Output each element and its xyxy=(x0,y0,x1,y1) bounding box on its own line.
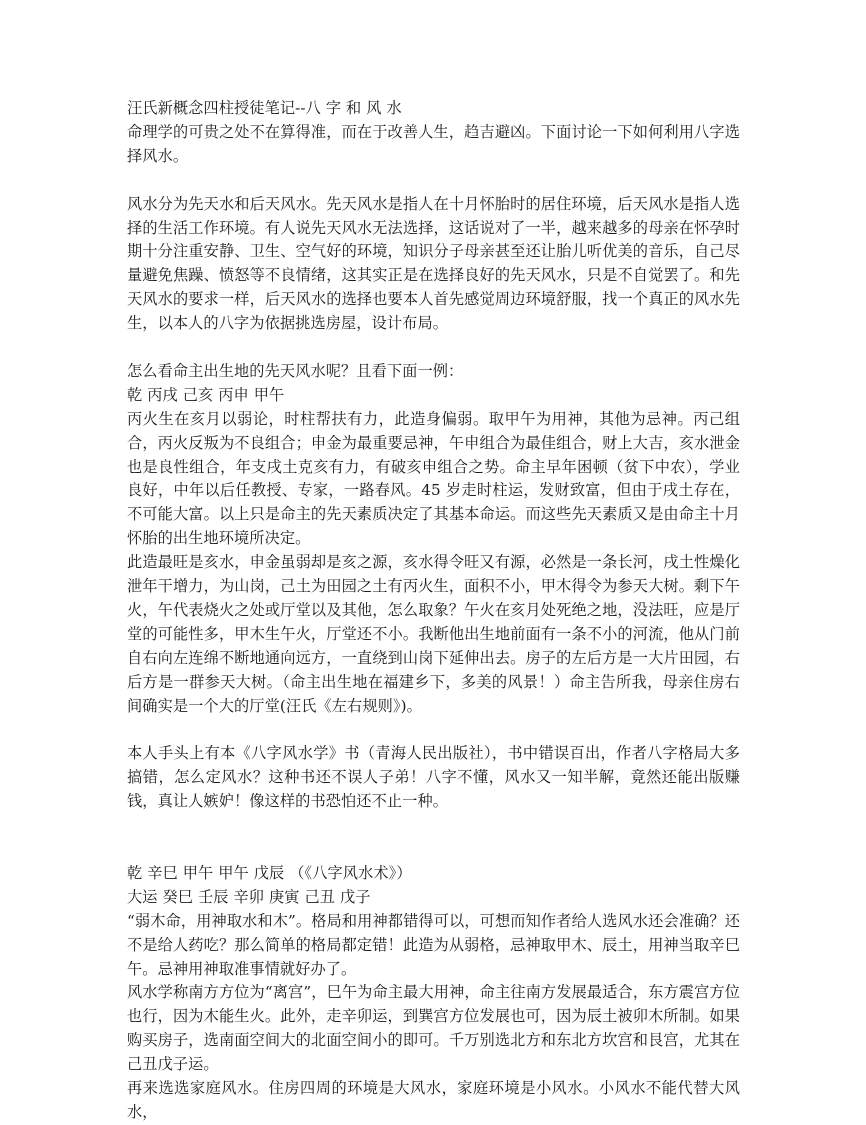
bazi-chart-line-1: 乾 丙戌 己亥 丙申 甲午 xyxy=(127,385,285,404)
dayun-line: 大运 癸巳 壬辰 辛卯 庚寅 己丑 戊子 xyxy=(127,887,371,906)
analysis-paragraph-2: 此造最旺是亥水，申金虽弱却是亥之源，亥水得令旺又有源，必然是一条长河，戌土性燥化泄年干增力，为山岗，己土为田园之土有丙火生，面积不小，甲木得令为参天大树。剩下午火，午代表烧火之处或厅堂以及其他，怎么取象？午火在亥月处死绝之地，没法旺，应是厅堂的可能性多，甲木生午火，厅堂还不小。我断他出生地前面有一条不小的河流，他从门前自右向左连绵不断地通向远方，一直绕到山岗下延伸出去。房子的左后方是一大片田园，右后方是一群参天大树。（命主出生地在福建乡下，多美的风景！）命主告所我，母亲住房右间确实是一个大的厅堂(汪氏《左右规则》)。 xyxy=(127,553,740,715)
bazi-chart-line-2: 乾 辛巳 甲午 甲午 戊辰 （《八字风水术》） xyxy=(127,863,412,882)
example-lead-line: 怎么看命主出生地的先天风水呢？且看下面一例： xyxy=(127,361,464,380)
analysis-paragraph-1: 丙火生在亥月以弱论，时柱帮扶有力，此造身偏弱。取甲午为用神，其他为忌神。丙己组合，丙火反叛为不良组合；申金为最重要忌神，午申组合为最佳组合，财上大吉，亥水泄金也是良性组合，年支戌土克亥有力，有破亥申组合之势。命主早年困顿（贫下中农），学业良好，中年以后任教授、专家，一路春风。45 岁走时柱运，发财致富，但由于戌土存在，不可能大富。以上只是命主的先天素质决定了其基本命运。而这些先天素质又是由命主十月怀胎的出生地环境所决定。 xyxy=(127,409,740,548)
document-title-line: 汪氏新概念四柱授徒笔记--八 字 和 风 水 xyxy=(127,99,402,117)
section-spacer xyxy=(127,814,740,862)
family-fengshui-paragraph: 再来选选家庭风水。住房四周的环境是大风水，家庭环境是小风水。小风水不能代替大风水， xyxy=(127,1079,740,1121)
critique-paragraph-2: “弱木命，用神取水和木”。格局和用神都错得可以，可想而知作者给人选风水还会准确？还不是给人药吃？那么简单的格局都定错！此造为从弱格，忌神取甲木、辰土，用神当取辛巳午。忌神用神取准事情就好办了。 xyxy=(127,911,740,978)
intro-paragraph: 命理学的可贵之处不在算得准，而在于改善人生，趋吉避凶。下面讨论一下如何利用八字选择风水。 xyxy=(127,122,740,165)
paragraph-spacer xyxy=(127,719,740,743)
paragraph-spacer xyxy=(127,169,740,193)
direction-paragraph: 风水学称南方方位为“离宫”，巳午为命主最大用神，命主往南方发展最适合，东方震宫方位也行，因为木能生火。此外，走辛卯运，到巽宫方位发展也可，因为辰土被卯木所制。如果购买房子，选南面空间大的北面空间小的即可。千万别选北方和东北方坎宫和艮宫，尤其在己丑戊子运。 xyxy=(127,983,740,1074)
paragraph-spacer xyxy=(127,336,740,360)
fengshui-types-paragraph: 风水分为先天水和后天风水。先天风水是指人在十月怀胎时的居住环境，后天风水是指人选择的生活工作环境。有人说先天风水无法选择，这话说对了一半，越来越多的母亲在怀孕时期十分注重安静、卫生、空气好的环境，知识分子母亲甚至还让胎儿听优美的音乐，自己尽量避免焦躁、愤怒等不良情绪，这其实正是在选择良好的先天风水，只是不自觉罢了。和先天风水的要求一样，后天风水的选择也要本人首先感觉周边环境舒服，找一个真正的风水先生，以本人的八字为依据挑选房屋，设计布局。 xyxy=(127,194,740,333)
document-text-body xyxy=(127,97,740,1125)
book-critique-paragraph: 本人手头上有本《八字风水学》书（青海人民出版社），书中错误百出，作者八字格局大多搞错，怎么定风水？这种书还不误人子弟！八字不懂，风水又一知半解，竟然还能出版赚钱，真让人嫉妒！像这样的书恐怕还不止一种。 xyxy=(127,744,740,811)
